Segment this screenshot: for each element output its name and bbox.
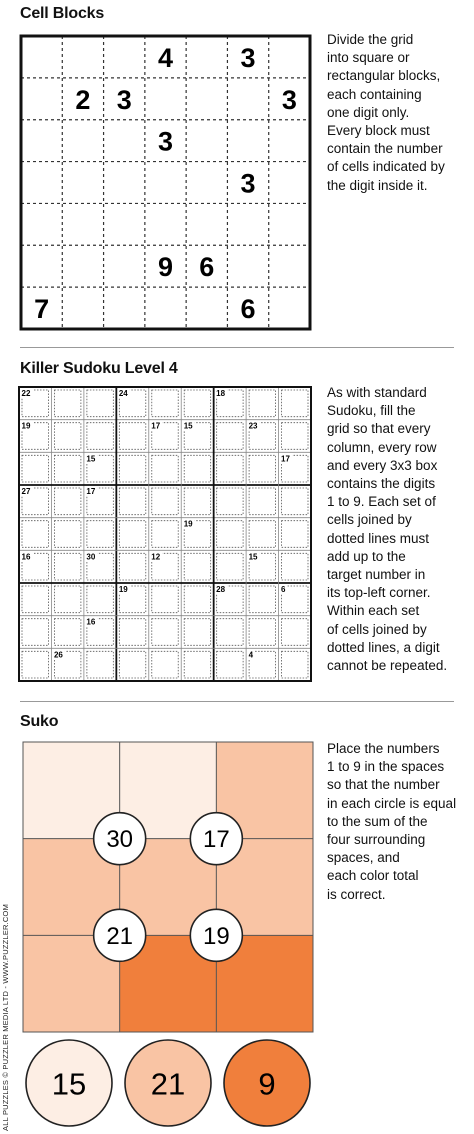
cage-sum: 15 [86,454,96,464]
cage-outline [282,423,308,450]
cage-outline [87,521,113,548]
cage-outline [22,619,48,646]
cage-sum: 30 [86,552,96,562]
cage-outline [119,455,145,482]
cage-outline [249,390,275,417]
cage-sum: 22 [21,389,31,398]
cage-outline [249,619,275,646]
killer-sudoku-instructions: As with standard Sudoku, fill the grid so that every column, every row and every 3x3 box contains the digits 1 to 9. Each set of cells joined by dotted lines must add up to the target number in its top-left corner. Within each set of cells joined by dotted lines, a digit cannot be repeated. [327,385,448,674]
cage-sum: 16 [21,552,31,562]
cage-outline [152,619,178,646]
cage-outline [119,423,145,450]
cage-outline [22,455,48,482]
cage-outline [282,390,308,417]
cage-outline [54,521,80,548]
cage-sum: 15 [248,552,258,562]
cage-outline [282,521,308,548]
cage-outline [249,586,275,613]
cage-outline [152,521,178,548]
cage-sum: 23 [248,421,258,431]
cage-outline [54,488,80,515]
cage-outline [282,488,308,515]
cage-outline [54,553,80,580]
cage-sum: 17 [281,454,290,464]
cage-outline [249,455,275,482]
cage-sum: 27 [21,487,31,496]
cage-sum: 15 [183,421,193,431]
clue-digit: 4 [157,42,174,73]
cage-sum: 17 [151,421,161,431]
cage-sum: 12 [151,552,161,562]
cage-sum: 19 [21,421,31,431]
cage-outline [282,619,308,646]
circle-sum: 19 [202,922,230,950]
clue-digit: 7 [34,294,50,325]
cage-outline [184,390,210,417]
cage-sum: 28 [216,585,226,594]
cage-sum: 24 [118,389,128,398]
cage-outline [152,455,178,482]
clue-digit: 2 [75,84,91,115]
cage-outline [282,651,308,678]
cage-outline [217,455,243,482]
cage-outline [54,586,80,613]
cage-outline [152,586,178,613]
cage-outline [87,423,113,450]
cage-sum: 4 [248,650,254,660]
cage-outline [152,651,178,678]
cage-outline [54,619,80,646]
cage-sum: 6 [281,585,286,594]
cage-outline [87,390,113,417]
cage-sum: 17 [86,487,96,496]
cage-outline [54,390,80,417]
cage-outline [119,553,145,580]
cage-outline [217,553,243,580]
circle-sum: 30 [106,826,134,854]
grid-border [19,387,311,681]
section-divider [20,701,454,702]
circle-sum: 17 [202,826,230,854]
cage-outline [54,423,80,450]
cage-outline [119,521,145,548]
killer-sudoku-title: Killer Sudoku Level 4 [20,360,178,377]
cage-outline [152,390,178,417]
circle-sum: 21 [106,922,134,950]
cage-sum: 19 [118,585,128,594]
cage-outline [184,455,210,482]
cage-outline [119,619,145,646]
cage-outline [22,651,48,678]
cage-outline [119,651,145,678]
clue-digit: 3 [240,168,256,199]
cage-outline [217,619,243,646]
cage-outline [184,553,210,580]
cage-sum: 16 [86,617,96,627]
clue-digit: 3 [157,126,174,157]
cage-outline [184,586,210,613]
cage-outline [249,488,275,515]
cell-blocks-instructions: Divide the grid into square or rectangular blocks, each containing one digit only. Every block must contain the number of cells indicated by the digit inside it. [327,32,445,193]
suko-title: Suko [20,713,59,730]
color-total-value: 15 [51,1066,87,1102]
cage-outline [184,651,210,678]
cage-sum: 19 [183,519,193,529]
grid-border [21,36,310,329]
clue-digit: 6 [199,252,215,283]
cage-outline [282,553,308,580]
suko-grid[interactable] [23,742,313,1032]
cage-outline [87,586,113,613]
suko-color-totals [20,1038,316,1128]
cage-outline [22,586,48,613]
cell-blocks-title: Cell Blocks [20,5,105,22]
clue-digit: 3 [240,42,256,73]
cage-sum: 18 [216,389,226,398]
cage-outline [217,651,243,678]
copyright-credit: ALL PUZZLES © PUZZLER MEDIA LTD - WWW.PUZZLER.COM [1,903,10,1131]
clue-digit: 3 [281,84,297,115]
cage-outline [54,455,80,482]
suko-instructions: Place the numbers 1 to 9 in the spaces so that the number in each circle is equal to the sum of the four surrounding spaces, and each color total is correct. [327,741,457,902]
cage-outline [184,488,210,515]
cage-outline [22,521,48,548]
cell-blocks-grid[interactable] [21,36,310,329]
cage-outline [119,488,145,515]
section-divider [20,347,454,348]
cage-sum: 26 [53,650,63,660]
cage-outline [217,521,243,548]
cage-outline [217,488,243,515]
color-total-value: 21 [150,1066,186,1102]
color-total-value: 9 [258,1066,276,1102]
clue-digit: 6 [240,294,256,325]
cage-outline [152,488,178,515]
clue-digit: 3 [116,84,132,115]
killer-sudoku-grid[interactable] [19,387,311,681]
cage-outline [217,423,243,450]
clue-digit: 9 [157,252,174,283]
cage-outline [87,651,113,678]
cage-outline [184,619,210,646]
cage-outline [249,521,275,548]
